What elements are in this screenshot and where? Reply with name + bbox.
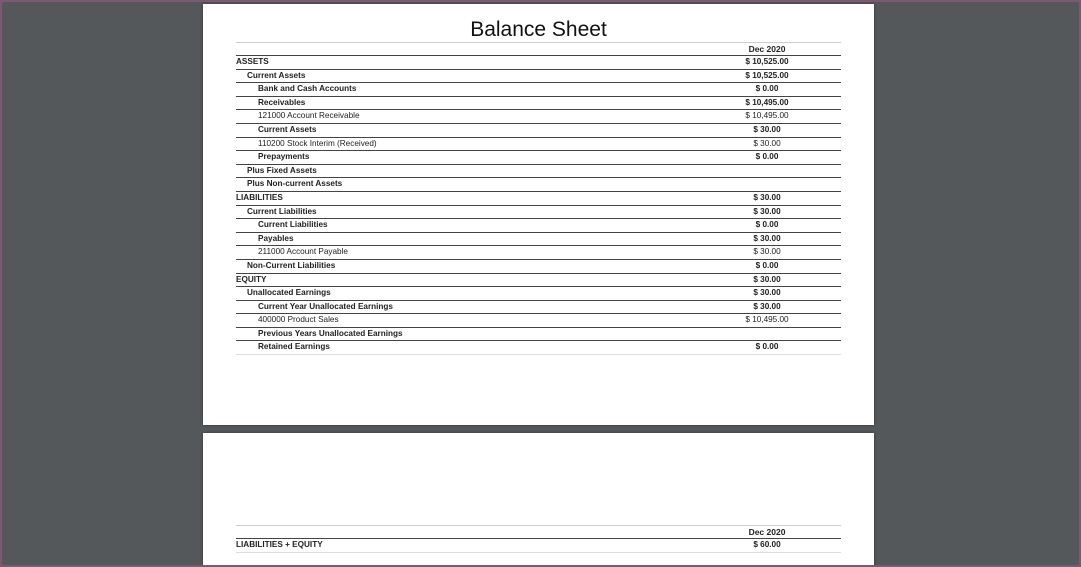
table-row[interactable] bbox=[236, 151, 841, 165]
row-label: Previous Years Unallocated Earnings bbox=[258, 328, 403, 338]
row-label: Receivables bbox=[258, 97, 306, 107]
row-label: Current Assets bbox=[258, 124, 317, 134]
table-row[interactable] bbox=[236, 165, 841, 179]
period-column-header: Dec 2020 bbox=[748, 527, 786, 537]
row-label: Non-Current Liabilities bbox=[247, 260, 336, 270]
balance-sheet-table bbox=[236, 42, 841, 355]
report-page-2 bbox=[203, 433, 874, 565]
table-row[interactable] bbox=[236, 219, 841, 233]
table-row[interactable] bbox=[236, 124, 841, 138]
row-value: $ 30.00 bbox=[753, 192, 781, 202]
row-value: $ 10,495.00 bbox=[745, 97, 789, 107]
table-row[interactable] bbox=[236, 233, 841, 247]
table-row[interactable] bbox=[236, 314, 841, 328]
table-body bbox=[236, 56, 841, 355]
row-label: 400000 Product Sales bbox=[258, 315, 339, 325]
period-column-header: Dec 2020 bbox=[748, 44, 786, 54]
row-value: $ 60.00 bbox=[753, 540, 781, 549]
table-row[interactable] bbox=[236, 56, 841, 70]
row-label: Current Year Unallocated Earnings bbox=[258, 301, 393, 311]
table-row[interactable] bbox=[236, 328, 841, 342]
row-value: $ 30.00 bbox=[753, 288, 781, 298]
row-label: 121000 Account Receivable bbox=[258, 111, 360, 121]
table-row[interactable] bbox=[236, 260, 841, 274]
report-title: Balance Sheet bbox=[470, 18, 607, 41]
table-body bbox=[236, 539, 841, 553]
totals-table bbox=[236, 525, 841, 553]
row-value: $ 10,525.00 bbox=[745, 57, 789, 66]
table-header bbox=[236, 42, 841, 56]
table-row[interactable] bbox=[236, 192, 841, 206]
row-value: $ 10,525.00 bbox=[745, 70, 789, 80]
table-header bbox=[236, 525, 841, 539]
row-label: Unallocated Earnings bbox=[247, 288, 331, 298]
row-value: $ 30.00 bbox=[753, 124, 781, 134]
row-value: $ 0.00 bbox=[755, 260, 779, 270]
table-row[interactable] bbox=[236, 70, 841, 84]
row-label: 110200 Stock Interim (Received) bbox=[258, 138, 377, 148]
row-value: $ 10,495.00 bbox=[745, 111, 789, 121]
row-label: Prepayments bbox=[258, 152, 310, 162]
row-label: ASSETS bbox=[236, 57, 269, 66]
row-value: $ 0.00 bbox=[755, 152, 779, 162]
row-value: $ 30.00 bbox=[753, 247, 781, 257]
table-row[interactable] bbox=[236, 110, 841, 124]
row-label: Current Liabilities bbox=[258, 220, 328, 230]
row-value: $ 0.00 bbox=[755, 220, 779, 230]
row-label: Retained Earnings bbox=[258, 342, 330, 352]
table-row[interactable] bbox=[236, 301, 841, 315]
table-row[interactable] bbox=[236, 138, 841, 152]
row-value: $ 30.00 bbox=[753, 301, 781, 311]
table-row[interactable] bbox=[236, 97, 841, 111]
table-row[interactable] bbox=[236, 83, 841, 97]
table-row[interactable] bbox=[236, 274, 841, 288]
row-value: $ 30.00 bbox=[753, 233, 781, 243]
table-row[interactable] bbox=[236, 178, 841, 192]
document-viewer[interactable] bbox=[2, 2, 1079, 565]
table-row[interactable] bbox=[236, 341, 841, 355]
row-label: Current Assets bbox=[247, 70, 306, 80]
row-label: EQUITY bbox=[236, 274, 267, 284]
row-value: $ 0.00 bbox=[755, 342, 779, 352]
row-label: Payables bbox=[258, 233, 294, 243]
row-label: Current Liabilities bbox=[247, 206, 317, 216]
row-label: 211000 Account Payable bbox=[258, 247, 348, 257]
row-label: LIABILITIES + EQUITY bbox=[236, 540, 323, 549]
table-row[interactable] bbox=[236, 246, 841, 260]
table-row[interactable] bbox=[236, 206, 841, 220]
table-row[interactable] bbox=[236, 287, 841, 301]
row-label: Bank and Cash Accounts bbox=[258, 84, 357, 94]
report-page-1 bbox=[203, 4, 874, 425]
row-value: $ 30.00 bbox=[753, 274, 781, 284]
row-label: LIABILITIES bbox=[236, 192, 283, 202]
row-value: $ 10,495.00 bbox=[745, 315, 789, 325]
row-label: Plus Fixed Assets bbox=[247, 165, 317, 175]
row-value: $ 30.00 bbox=[753, 206, 781, 216]
row-label: Plus Non-current Assets bbox=[247, 179, 343, 189]
row-value: $ 0.00 bbox=[755, 84, 779, 94]
row-value: $ 30.00 bbox=[753, 138, 781, 148]
table-row[interactable] bbox=[236, 539, 841, 553]
